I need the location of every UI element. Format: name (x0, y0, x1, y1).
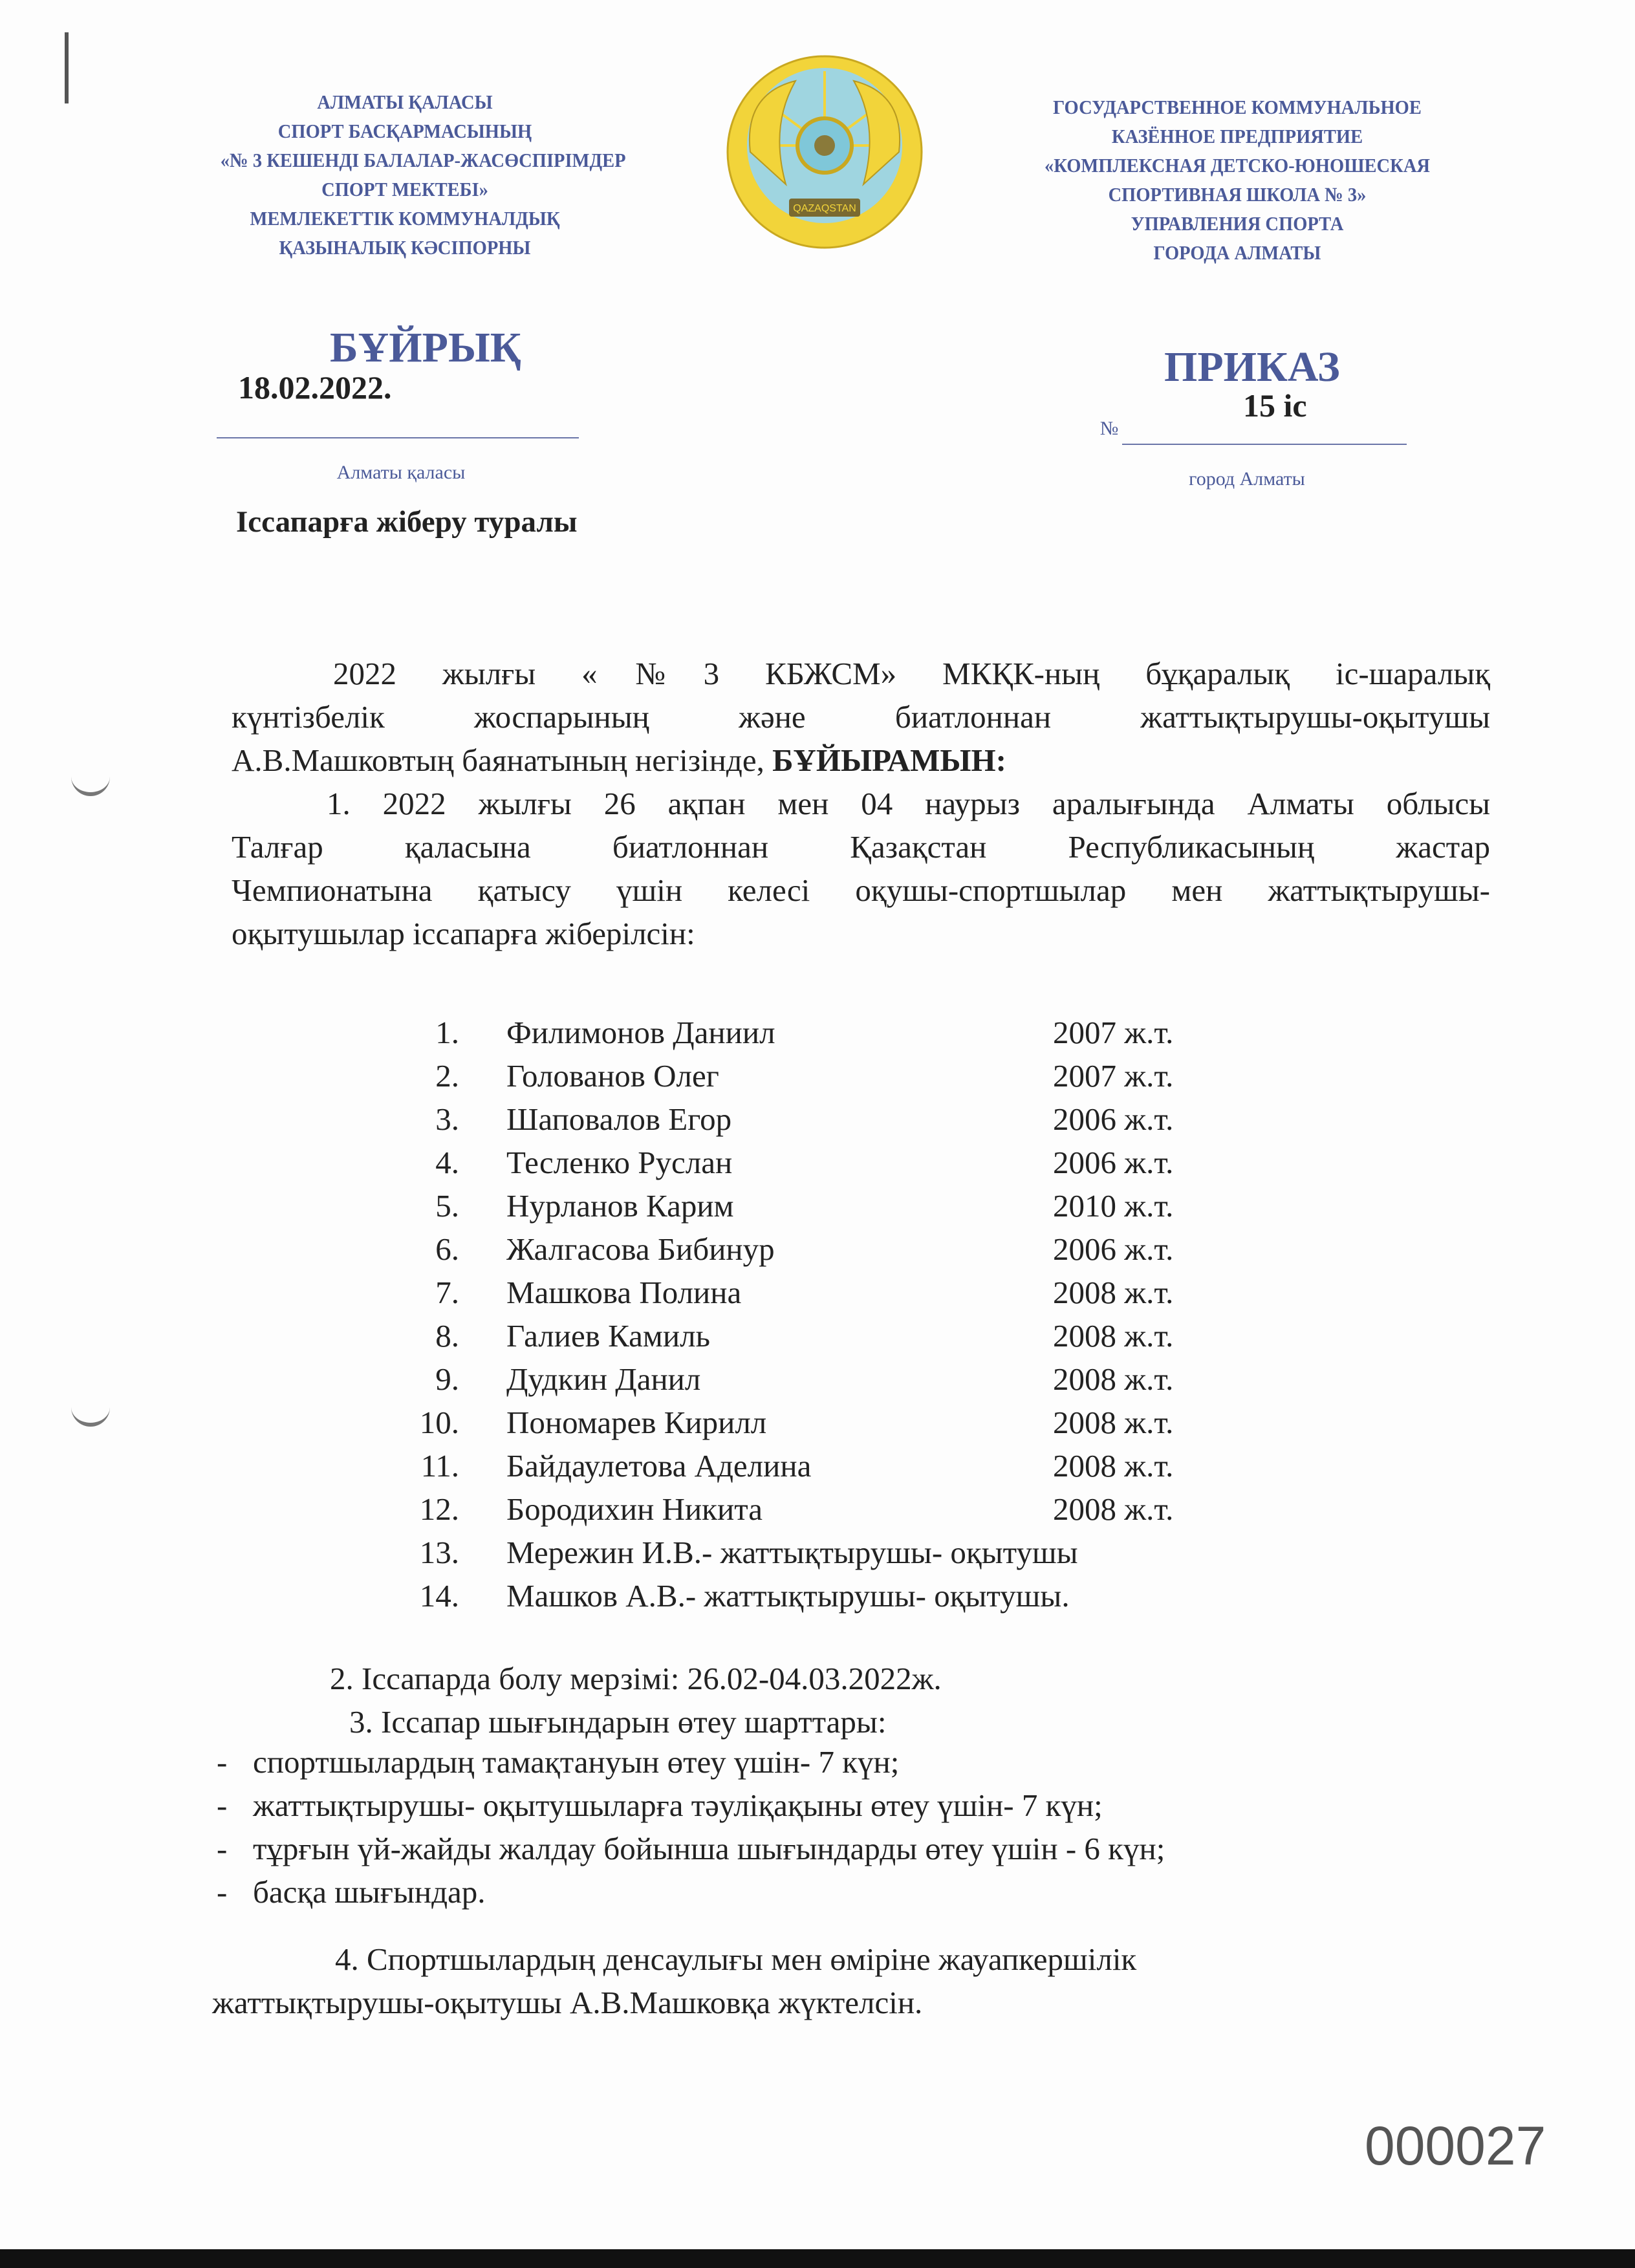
item4-line: 4. Спортшылардың денсаулығы мен өміріне жауапкершілік (335, 1941, 1137, 1977)
list-number: 8. (435, 1318, 459, 1354)
item1-line: Талғар қаласына биатлоннан Қазақстан Республикасының жастар (232, 829, 1490, 865)
order-number: 15 іс (1243, 387, 1307, 424)
birth-year: 2010 ж.т. (1053, 1188, 1174, 1224)
letterhead-kz-line: ҚАЗЫНАЛЫҚ КӘСІПОРНЫ (279, 236, 531, 259)
binding-mark (65, 32, 69, 103)
letterhead-ru-line: «КОМПЛЕКСНАЯ ДЕТСКО-ЮНОШЕСКАЯ (1044, 154, 1431, 177)
birth-year: 2006 ж.т. (1053, 1231, 1174, 1267)
participant-name: Нурланов Карим (506, 1188, 734, 1224)
list-number: 11. (420, 1448, 459, 1484)
letterhead-kz (220, 87, 626, 262)
item3: 3. Іссапар шығындарын өтеу шарттары: (349, 1704, 887, 1740)
birth-year: 2008 ж.т. (1053, 1275, 1174, 1310)
item4-line: жаттықтырушы-оқытушы А.В.Машковқа жүктелсін. (212, 1985, 923, 2020)
intro-line: 2022 жылғы «№3 КБЖСМ» МКҚК-ның бұқаралық іс-шаралық (333, 656, 1490, 691)
list-number: 5. (435, 1188, 459, 1224)
birth-year: 2006 ж.т. (1053, 1101, 1174, 1137)
expense-condition: спортшылардың тамақтануын өтеу үшін- 7 күн; (253, 1744, 900, 1780)
list-number: 6. (435, 1231, 459, 1267)
letterhead-ru (1011, 92, 1463, 267)
punch-hole-mark (71, 773, 110, 796)
intro-line-last (232, 739, 1490, 782)
order-title-ru: ПРИКАЗ (1164, 343, 1340, 391)
intro-text: А.В.Машковтың баянатының негізінде, (232, 742, 773, 778)
list-number: 12. (419, 1491, 459, 1527)
expense-condition: тұрғын үй-жайды жалдау бойынша шығындарды өтеу үшін - 6 күн; (253, 1831, 1165, 1866)
list-number: 1. (435, 1015, 459, 1050)
order-date: 18.02.2022. (238, 369, 392, 405)
number-underline (1122, 444, 1407, 445)
letterhead-kz-line: «№ 3 КЕШЕНДІ БАЛАЛАР-ЖАСӨСПІРІМДЕР (220, 149, 626, 171)
expense-condition: басқа шығындар. (253, 1874, 486, 1910)
letterhead-ru-line: ГОРОДА АЛМАТЫ (1153, 241, 1321, 264)
emblem-caption: QAZAQSTAN (793, 203, 856, 214)
birth-year: 2006 ж.т. (1053, 1145, 1174, 1180)
item1-line: оқытушылар іссапарға жіберілсін: (232, 916, 695, 951)
list-number: 14. (419, 1578, 459, 1614)
birth-year: 2008 ж.т. (1053, 1448, 1174, 1484)
participant-name: Филимонов Даниил (506, 1015, 775, 1050)
item1-line: 1. 2022 жылғы 26 ақпан мен 04 наурыз аралығында Алматы облысы (327, 786, 1490, 821)
letterhead-kz-line: АЛМАТЫ ҚАЛАСЫ (317, 91, 493, 113)
list-number: 10. (419, 1405, 459, 1440)
list-number: 2. (435, 1058, 459, 1094)
birth-year: 2008 ж.т. (1053, 1318, 1174, 1354)
state-emblem-icon (724, 55, 925, 252)
bullet-dash: - (217, 1874, 228, 1910)
participant-name: Шаповалов Егор (506, 1101, 732, 1137)
participant-name: Пономарев Кирилл (506, 1405, 767, 1440)
letterhead-ru-line: ГОСУДАРСТВЕННОЕ КОММУНАЛЬНОЕ (1053, 96, 1422, 118)
letterhead-ru-line: КАЗЁННОЕ ПРЕДПРИЯТИЕ (1111, 125, 1363, 147)
participant-name: Тесленко Руслан (506, 1145, 733, 1180)
birth-year: 2008 ж.т. (1053, 1491, 1174, 1527)
order-word: БҰЙЫРАМЫН: (772, 742, 1006, 778)
letterhead-ru-line: СПОРТИВНАЯ ШКОЛА № 3» (1108, 183, 1367, 206)
bullet-dash: - (217, 1831, 228, 1866)
number-label: № (1099, 418, 1119, 439)
birth-year: 2008 ж.т. (1053, 1361, 1174, 1397)
page-number-stamp: 000027 (1365, 2115, 1546, 2176)
birth-year: 2007 ж.т. (1053, 1015, 1174, 1050)
participant-name: Дудкин Данил (506, 1361, 701, 1397)
list-number: 13. (419, 1535, 459, 1570)
city-kz: Алматы қаласы (336, 462, 466, 483)
participant-name: Бородихин Никита (506, 1491, 763, 1527)
participant-name: Мережин И.В.- жаттықтырушы- оқытушы (506, 1535, 1078, 1570)
participant-name: Машкова Полина (506, 1275, 742, 1310)
city-ru: город Алматы (1189, 468, 1305, 490)
expense-condition: жаттықтырушы- оқытушыларға тәуліқақыны өтеу үшін- 7 күн; (253, 1787, 1103, 1823)
participant-name: Галиев Камиль (506, 1318, 710, 1354)
participant-name: Машков А.В.- жаттықтырушы- оқытушы. (506, 1578, 1070, 1614)
list-number: 9. (435, 1361, 459, 1397)
punch-hole-mark (71, 1403, 110, 1427)
letterhead-kz-line: СПОРТ БАСҚАРМАСЫНЫҢ (277, 120, 532, 142)
intro-line: күнтізбелік жоспарының және биатлоннан жаттықтырушы-оқытушы (232, 699, 1490, 735)
document-title: Іссапарға жіберу туралы (236, 505, 578, 539)
letterhead-ru-line: УПРАВЛЕНИЯ СПОРТА (1131, 212, 1344, 235)
list-number: 3. (435, 1101, 459, 1137)
date-underline (217, 437, 579, 438)
item1-line: Чемпионатына қатысу үшін келесі оқушы-спортшылар мен жаттықтырушы- (232, 872, 1490, 908)
bullet-dash: - (217, 1744, 228, 1780)
item2: 2. Іссапарда болу мерзімі: 26.02-04.03.2022ж. (330, 1661, 942, 1696)
participant-name: Байдаулетова Аделина (506, 1448, 812, 1484)
participant-name: Жалгасова Бибинур (506, 1231, 775, 1267)
birth-year: 2007 ж.т. (1053, 1058, 1174, 1094)
participant-name: Голованов Олег (506, 1058, 719, 1094)
list-number: 7. (435, 1275, 459, 1310)
bullet-dash: - (217, 1787, 228, 1823)
birth-year: 2008 ж.т. (1053, 1405, 1174, 1440)
letterhead-kz-line: МЕМЛЕКЕТТІК КОММУНАЛДЫҚ (250, 207, 560, 230)
letterhead-kz-line: СПОРТ МЕКТЕБІ» (321, 178, 488, 200)
order-title-kz: БҰЙРЫҚ (330, 324, 521, 371)
scan-edge (0, 2249, 1635, 2268)
list-number: 4. (435, 1145, 459, 1180)
